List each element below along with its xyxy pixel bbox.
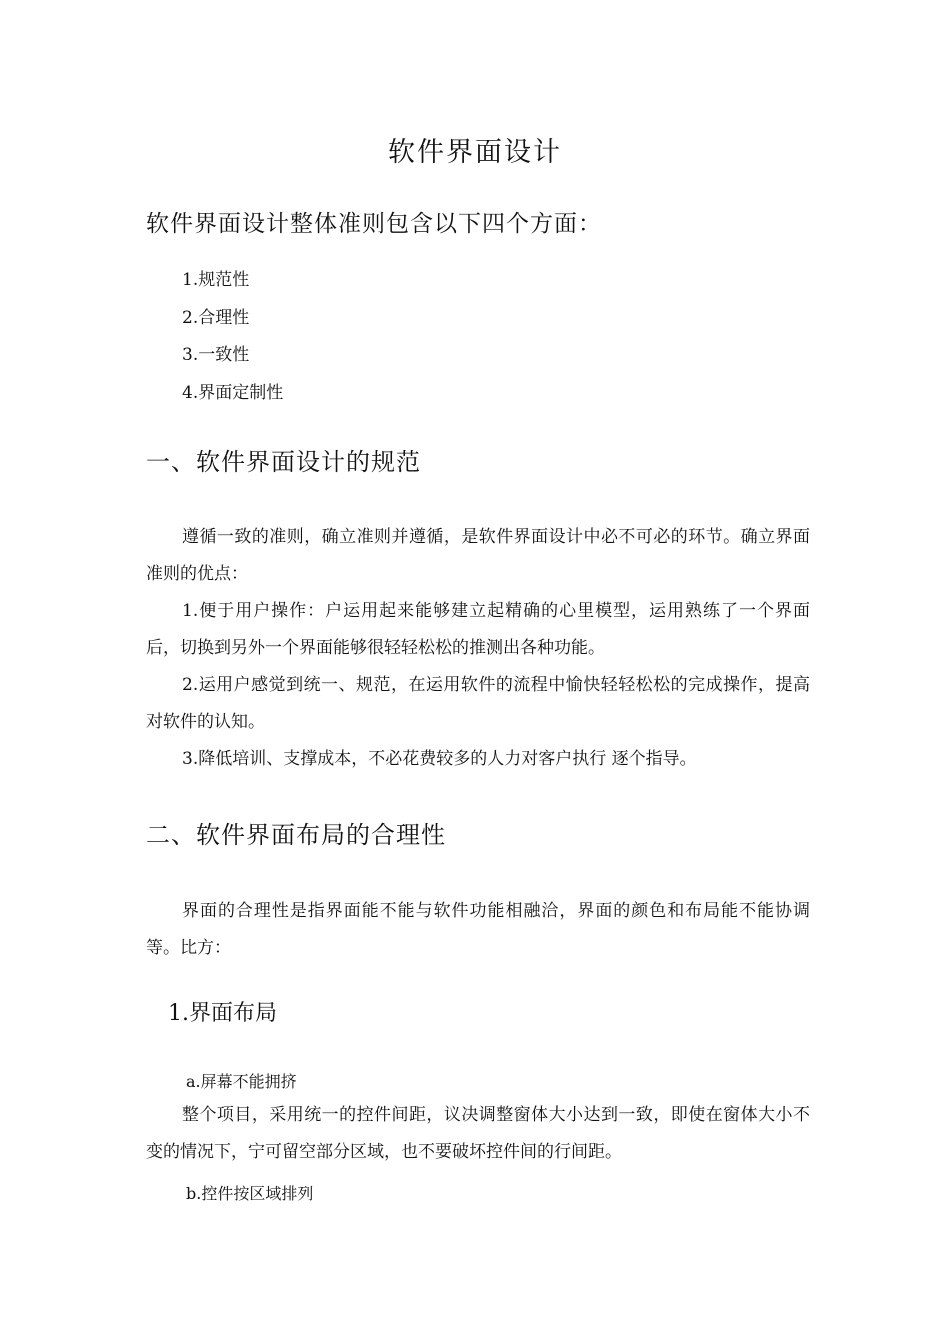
principles-list [182, 262, 283, 412]
section2-subheading: 1.界面布局 [168, 1001, 277, 1026]
item-a-label: a.屏幕不能拥挤 [186, 1072, 297, 1091]
item-a-paragraph: 整个项目，采用统一的控件间距，议决调整窗体大小达到一致，即使在窗体大小不变的情况下，宁可留空部分区域，也不要破坏控件间的行间距。 [146, 1105, 810, 1162]
intro-heading: 软件界面设计整体准则包含以下四个方面： [146, 211, 602, 237]
section2-heading: 二、软件界面布局的合理性 [146, 821, 446, 849]
list-item: 2.合理性 [182, 307, 250, 328]
section1-item-2: 2.运用户感觉到统一、规范，在运用软件的流程中愉快轻轻松松的完成操作，提高对软件的认知。 [146, 675, 810, 732]
section1-heading: 一、软件界面设计的规范 [146, 448, 421, 476]
document-title: 软件界面设计 [388, 137, 562, 168]
list-item: 1.规范性 [182, 270, 250, 290]
list-item: 3.一致性 [182, 345, 250, 365]
section2-paragraph: 界面的合理性是指界面能不能与软件功能相融洽，界面的颜色和布局能不能协调等。比方： [146, 901, 810, 958]
item-b-label: b.控件按区域排列 [186, 1184, 314, 1203]
section1-paragraph: 遵循一致的准则，确立准则并遵循，是软件界面设计中必不可必的环节。确立界面准则的优点： [146, 527, 810, 584]
list-item: 4.界面定制性 [182, 382, 284, 403]
section1-item-1: 1.便于用户操作：户运用起来能够建立起精确的心里模型，运用熟练了一个界面后，切换到另外一个界面能够很轻轻松松的推测出各种功能。 [146, 601, 810, 658]
section1-item-3: 3.降低培训、支撑成本，不必花费较多的人力对客户执行 逐个指导。 [182, 749, 697, 769]
